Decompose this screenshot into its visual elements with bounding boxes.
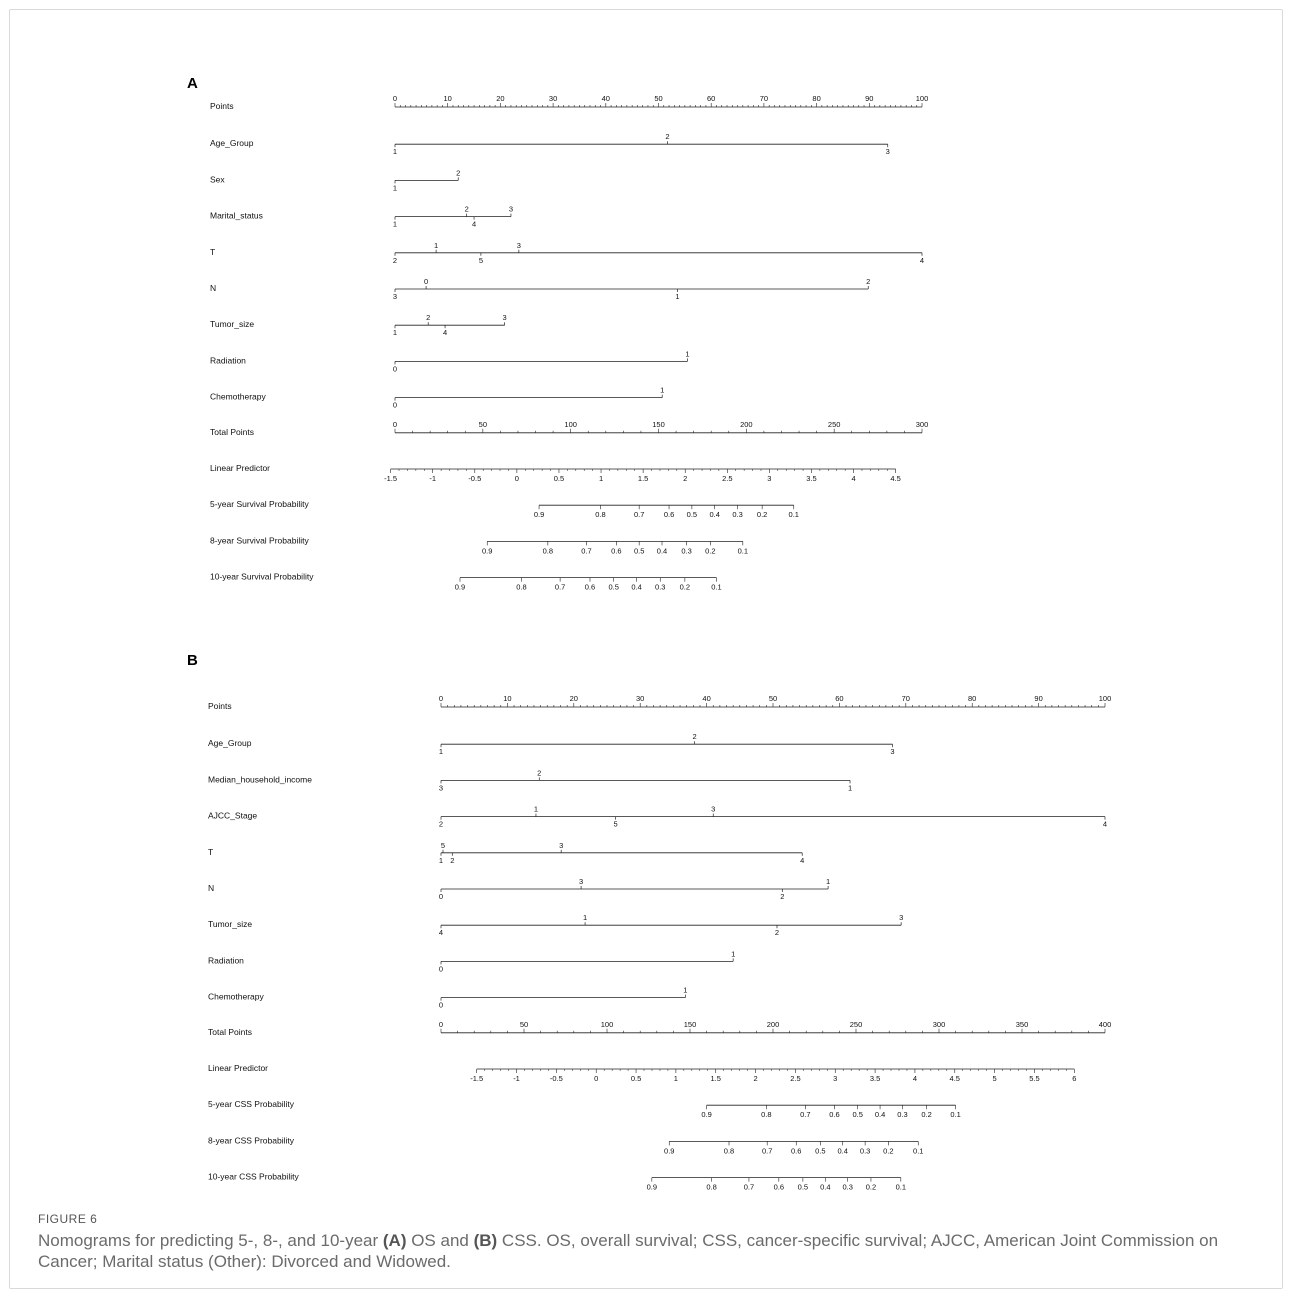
level-label: 2 bbox=[426, 313, 431, 323]
linear-tick-label: 4.5 bbox=[949, 1074, 960, 1083]
probability-tick-label: 0.2 bbox=[921, 1110, 932, 1120]
linear-tick-label: 1 bbox=[598, 474, 604, 483]
level-label: 3 bbox=[711, 804, 716, 814]
axis-tick-label: 0 bbox=[438, 1019, 444, 1029]
linear-tick-label: -1.5 bbox=[384, 474, 398, 483]
level-label: 1 bbox=[438, 747, 444, 757]
probability-tick-label: 0.8 bbox=[723, 1146, 735, 1156]
level-label: 2 bbox=[774, 928, 780, 938]
level-label: 3 bbox=[508, 204, 514, 214]
probability-tick-label: 0.7 bbox=[761, 1146, 773, 1156]
linear-tick-label: 3.5 bbox=[869, 1074, 881, 1083]
level-label: 3 bbox=[899, 913, 904, 923]
row-label: Points bbox=[208, 701, 232, 711]
level-label: 3 bbox=[579, 877, 584, 886]
level-label: 2 bbox=[438, 819, 444, 829]
linear-tick-label: 2.5 bbox=[790, 1074, 801, 1083]
axis-tick-label: 50 bbox=[519, 1019, 529, 1029]
level-label: 0 bbox=[392, 400, 398, 410]
probability-tick-label: 0.6 bbox=[663, 510, 675, 520]
level-label: 1 bbox=[683, 985, 688, 995]
probability-tick-label: 0.2 bbox=[679, 582, 691, 592]
level-label: 2 bbox=[692, 732, 697, 742]
probability-tick-label: 0.6 bbox=[584, 582, 596, 592]
level-label: 3 bbox=[890, 747, 895, 757]
probability-tick-label: 0.4 bbox=[874, 1110, 886, 1120]
probability-tick-label: 0.8 bbox=[516, 582, 527, 592]
probability-tick-label: 0.3 bbox=[842, 1182, 853, 1192]
row-label: Age_Group bbox=[210, 138, 254, 149]
probability-tick-label: 0.7 bbox=[581, 546, 592, 556]
probability-tick-label: 0.2 bbox=[705, 546, 716, 556]
figure-caption bbox=[38, 1212, 1258, 1272]
level-label: 3 bbox=[516, 240, 521, 250]
level-label: 5 bbox=[440, 840, 446, 850]
axis-tick-label: 100 bbox=[600, 1019, 614, 1029]
linear-tick-label: 4 bbox=[851, 474, 856, 483]
row-label: 5-year Survival Probability bbox=[210, 499, 309, 510]
level-label: 0 bbox=[438, 964, 444, 974]
row-label: 10-year CSS Probability bbox=[208, 1171, 299, 1182]
probability-tick-label: 0.6 bbox=[773, 1182, 785, 1192]
probability-tick-label: 0.6 bbox=[611, 546, 622, 556]
row-label: N bbox=[210, 283, 217, 293]
level-label: 1 bbox=[675, 292, 680, 301]
axis-tick-label: 10 bbox=[443, 94, 452, 103]
axis-tick-label: 40 bbox=[702, 694, 711, 703]
level-label: 4 bbox=[919, 255, 925, 265]
axis-tick-label: 200 bbox=[766, 1019, 780, 1029]
level-label: 1 bbox=[392, 219, 398, 229]
probability-tick-label: 0.9 bbox=[533, 510, 545, 520]
probability-tick-label: 0.3 bbox=[859, 1146, 871, 1156]
axis-tick-label: 150 bbox=[683, 1019, 697, 1029]
axis-tick-label: 70 bbox=[759, 94, 769, 103]
row-label: T bbox=[208, 846, 214, 857]
axis-tick-label: 90 bbox=[865, 94, 874, 103]
level-label: 2 bbox=[464, 204, 469, 214]
axis-tick-label: 70 bbox=[901, 694, 910, 703]
axis-tick-label: 300 bbox=[915, 419, 929, 429]
row-label: Median_household_income bbox=[208, 774, 312, 785]
probability-tick-label: 0.1 bbox=[913, 1146, 924, 1156]
level-label: 3 bbox=[885, 147, 890, 157]
probability-tick-label: 0.7 bbox=[743, 1182, 755, 1192]
caption-label: FIGURE 6 bbox=[38, 1212, 98, 1226]
axis-tick-label: 30 bbox=[548, 94, 558, 103]
panel-label-a: A bbox=[187, 75, 198, 92]
probability-tick-label: 0.9 bbox=[646, 1182, 658, 1192]
linear-tick-label: 2 bbox=[683, 474, 688, 483]
level-label: 2 bbox=[665, 132, 670, 142]
probability-tick-label: 0.4 bbox=[709, 510, 720, 520]
row-label: 8-year Survival Probability bbox=[210, 535, 309, 546]
probability-tick-label: 0.9 bbox=[482, 546, 493, 556]
probability-tick-label: 0.2 bbox=[883, 1146, 894, 1156]
linear-tick-label: 0 bbox=[514, 474, 519, 483]
linear-tick-label: 0.5 bbox=[553, 474, 565, 483]
axis-tick-label: 250 bbox=[849, 1019, 863, 1029]
panel-label-b: B bbox=[187, 652, 198, 669]
row-label: T bbox=[210, 246, 216, 257]
axis-tick-label: 90 bbox=[1034, 694, 1043, 703]
level-label: 4 bbox=[442, 328, 448, 338]
axis-tick-label: 30 bbox=[636, 694, 645, 703]
level-label: 0 bbox=[392, 364, 398, 374]
axis-tick-label: 100 bbox=[1098, 694, 1112, 703]
axis-tick-label: 0 bbox=[438, 694, 444, 703]
linear-tick-label: 1 bbox=[673, 1074, 678, 1083]
linear-tick-label: 4 bbox=[912, 1074, 918, 1083]
probability-tick-label: 0.3 bbox=[897, 1110, 908, 1120]
axis-tick-label: 400 bbox=[1098, 1019, 1112, 1029]
level-label: 3 bbox=[438, 783, 444, 793]
level-label: 0 bbox=[438, 892, 444, 901]
linear-tick-label: 3.5 bbox=[806, 474, 817, 483]
linear-tick-label: -0.5 bbox=[549, 1074, 563, 1083]
level-label: 3 bbox=[559, 840, 564, 850]
axis-tick-label: 80 bbox=[968, 694, 977, 703]
axis-tick-label: 250 bbox=[827, 419, 841, 429]
probability-tick-label: 0.3 bbox=[655, 582, 666, 592]
probability-tick-label: 0.5 bbox=[797, 1182, 809, 1192]
linear-tick-label: 5.5 bbox=[1029, 1074, 1040, 1083]
axis-tick-label: 0 bbox=[392, 94, 398, 103]
probability-tick-label: 0.5 bbox=[852, 1110, 863, 1120]
level-label: 1 bbox=[731, 949, 736, 959]
row-label: N bbox=[208, 883, 215, 893]
row-label: Sex bbox=[210, 174, 225, 185]
row-label: Chemotherapy bbox=[210, 391, 266, 402]
nomogram-panel-a bbox=[210, 94, 928, 592]
axis-tick-label: 100 bbox=[564, 419, 577, 429]
axis-tick-label: 60 bbox=[707, 94, 716, 103]
row-label: AJCC_Stage bbox=[208, 810, 258, 821]
level-label: 1 bbox=[392, 328, 398, 338]
level-label: 4 bbox=[1102, 819, 1108, 829]
linear-tick-label: 1.5 bbox=[710, 1074, 721, 1083]
caption-segment: Nomograms for predicting 5-, 8-, and 10-year bbox=[38, 1231, 383, 1250]
probability-tick-label: 0.1 bbox=[711, 582, 722, 592]
linear-tick-label: 6 bbox=[1072, 1074, 1077, 1083]
probability-tick-label: 0.8 bbox=[761, 1110, 772, 1120]
axis-tick-label: 10 bbox=[503, 694, 512, 703]
level-label: 2 bbox=[866, 277, 871, 286]
row-label: 8-year CSS Probability bbox=[208, 1135, 294, 1146]
row-label: Linear Predictor bbox=[210, 463, 271, 473]
probability-tick-label: 0.5 bbox=[608, 582, 619, 592]
linear-tick-label: 0.5 bbox=[630, 1074, 642, 1083]
level-label: 1 bbox=[438, 855, 444, 865]
level-label: 2 bbox=[456, 168, 461, 178]
probability-tick-label: 0.3 bbox=[681, 546, 692, 556]
probability-tick-label: 0.1 bbox=[737, 546, 749, 556]
row-label: Tumor_size bbox=[208, 919, 253, 930]
linear-tick-label: -1 bbox=[429, 474, 437, 483]
probability-tick-label: 0.5 bbox=[633, 546, 645, 556]
axis-tick-label: 350 bbox=[1015, 1019, 1029, 1029]
row-label: Radiation bbox=[208, 955, 244, 966]
axis-tick-label: 300 bbox=[932, 1019, 946, 1029]
probability-tick-label: 0.4 bbox=[837, 1146, 848, 1156]
linear-tick-label: 5 bbox=[992, 1074, 997, 1083]
probability-tick-label: 0.4 bbox=[631, 582, 642, 592]
probability-tick-label: 0.8 bbox=[542, 546, 554, 556]
probability-tick-label: 0.7 bbox=[633, 510, 645, 520]
axis-tick-label: 20 bbox=[569, 694, 578, 703]
linear-tick-label: -0.5 bbox=[468, 474, 482, 483]
level-label: 2 bbox=[392, 255, 398, 265]
linear-tick-label: -1.5 bbox=[470, 1074, 484, 1083]
row-label: Total Points bbox=[210, 426, 254, 437]
axis-tick-label: 50 bbox=[768, 694, 778, 703]
axis-tick-label: 60 bbox=[835, 694, 844, 703]
axis-tick-label: 150 bbox=[652, 419, 665, 429]
probability-tick-label: 0.7 bbox=[554, 582, 566, 592]
linear-tick-label: 0 bbox=[594, 1074, 599, 1083]
row-label: Radiation bbox=[210, 355, 246, 366]
level-label: 1 bbox=[826, 877, 831, 886]
probability-tick-label: 0.8 bbox=[595, 510, 606, 520]
probability-tick-label: 0.2 bbox=[756, 510, 768, 520]
row-label: Marital_status bbox=[210, 210, 263, 221]
linear-tick-label: 1.5 bbox=[637, 474, 649, 483]
level-label: 1 bbox=[685, 349, 690, 359]
axis-tick-label: 0 bbox=[392, 419, 398, 429]
axis-tick-label: 200 bbox=[740, 419, 753, 429]
probability-tick-label: 0.4 bbox=[656, 546, 668, 556]
level-label: 0 bbox=[424, 277, 429, 286]
axis-tick-label: 20 bbox=[496, 94, 505, 103]
level-label: 5 bbox=[613, 819, 618, 829]
probability-tick-label: 0.2 bbox=[865, 1182, 877, 1192]
axis-tick-label: 100 bbox=[915, 94, 929, 103]
row-label: Linear Predictor bbox=[208, 1063, 269, 1073]
row-label: 10-year Survival Probability bbox=[210, 571, 314, 582]
linear-tick-label: 3 bbox=[767, 474, 772, 483]
row-label: Tumor_size bbox=[210, 319, 255, 330]
level-label: 2 bbox=[537, 768, 542, 778]
probability-tick-label: 0.8 bbox=[706, 1182, 717, 1192]
linear-tick-label: 4.5 bbox=[890, 474, 901, 483]
level-label: 1 bbox=[583, 913, 588, 923]
axis-tick-label: 40 bbox=[601, 94, 610, 103]
row-label: 5-year CSS Probability bbox=[208, 1099, 294, 1110]
level-label: 2 bbox=[450, 855, 455, 865]
caption-bold-a: (A) bbox=[382, 1231, 407, 1250]
level-label: 1 bbox=[660, 385, 665, 395]
caption-bold-b: (B) bbox=[473, 1231, 498, 1250]
probability-tick-label: 0.1 bbox=[950, 1110, 961, 1120]
caption-segment: OS and bbox=[406, 1231, 474, 1250]
level-label: 2 bbox=[780, 892, 785, 901]
nomogram-panel-b bbox=[208, 694, 1111, 1192]
row-label: Total Points bbox=[208, 1026, 252, 1037]
level-label: 3 bbox=[502, 313, 507, 323]
level-label: 0 bbox=[438, 1000, 444, 1010]
probability-tick-label: 0.9 bbox=[701, 1110, 712, 1120]
level-label: 1 bbox=[533, 804, 539, 814]
caption-text bbox=[38, 1230, 1258, 1272]
level-label: 5 bbox=[478, 255, 483, 265]
probability-tick-label: 0.1 bbox=[788, 510, 799, 520]
probability-tick-label: 0.6 bbox=[791, 1146, 802, 1156]
probability-tick-label: 0.6 bbox=[829, 1110, 840, 1120]
level-label: 1 bbox=[392, 183, 398, 193]
linear-tick-label: 3 bbox=[833, 1074, 838, 1083]
row-label: Age_Group bbox=[208, 738, 252, 749]
linear-tick-label: -1 bbox=[513, 1074, 520, 1083]
level-label: 4 bbox=[471, 219, 477, 229]
level-label: 1 bbox=[434, 240, 439, 250]
probability-tick-label: 0.7 bbox=[800, 1110, 811, 1120]
level-label: 1 bbox=[392, 147, 398, 157]
probability-tick-label: 0.1 bbox=[895, 1182, 907, 1192]
probability-tick-label: 0.9 bbox=[664, 1146, 675, 1156]
axis-tick-label: 80 bbox=[812, 94, 821, 103]
probability-tick-label: 0.5 bbox=[815, 1146, 826, 1156]
axis-tick-label: 50 bbox=[478, 419, 488, 429]
probability-tick-label: 0.4 bbox=[820, 1182, 831, 1192]
probability-tick-label: 0.9 bbox=[454, 582, 466, 592]
level-label: 3 bbox=[392, 292, 398, 301]
linear-tick-label: 2 bbox=[753, 1074, 758, 1083]
probability-tick-label: 0.3 bbox=[732, 510, 743, 520]
level-label: 1 bbox=[847, 783, 853, 793]
row-label: Chemotherapy bbox=[208, 991, 264, 1002]
level-label: 4 bbox=[438, 928, 444, 938]
caption-segment: CSS. OS, overall survival; CSS, cancer-specific survival; AJCC, American Joint Commission on Cancer; Marital status (Other): Divorced and Widowed. bbox=[38, 1231, 1219, 1271]
level-label: 4 bbox=[800, 855, 805, 865]
probability-tick-label: 0.5 bbox=[686, 510, 698, 520]
axis-tick-label: 50 bbox=[654, 94, 663, 103]
linear-tick-label: 2.5 bbox=[722, 474, 733, 483]
row-label: Points bbox=[210, 101, 234, 111]
